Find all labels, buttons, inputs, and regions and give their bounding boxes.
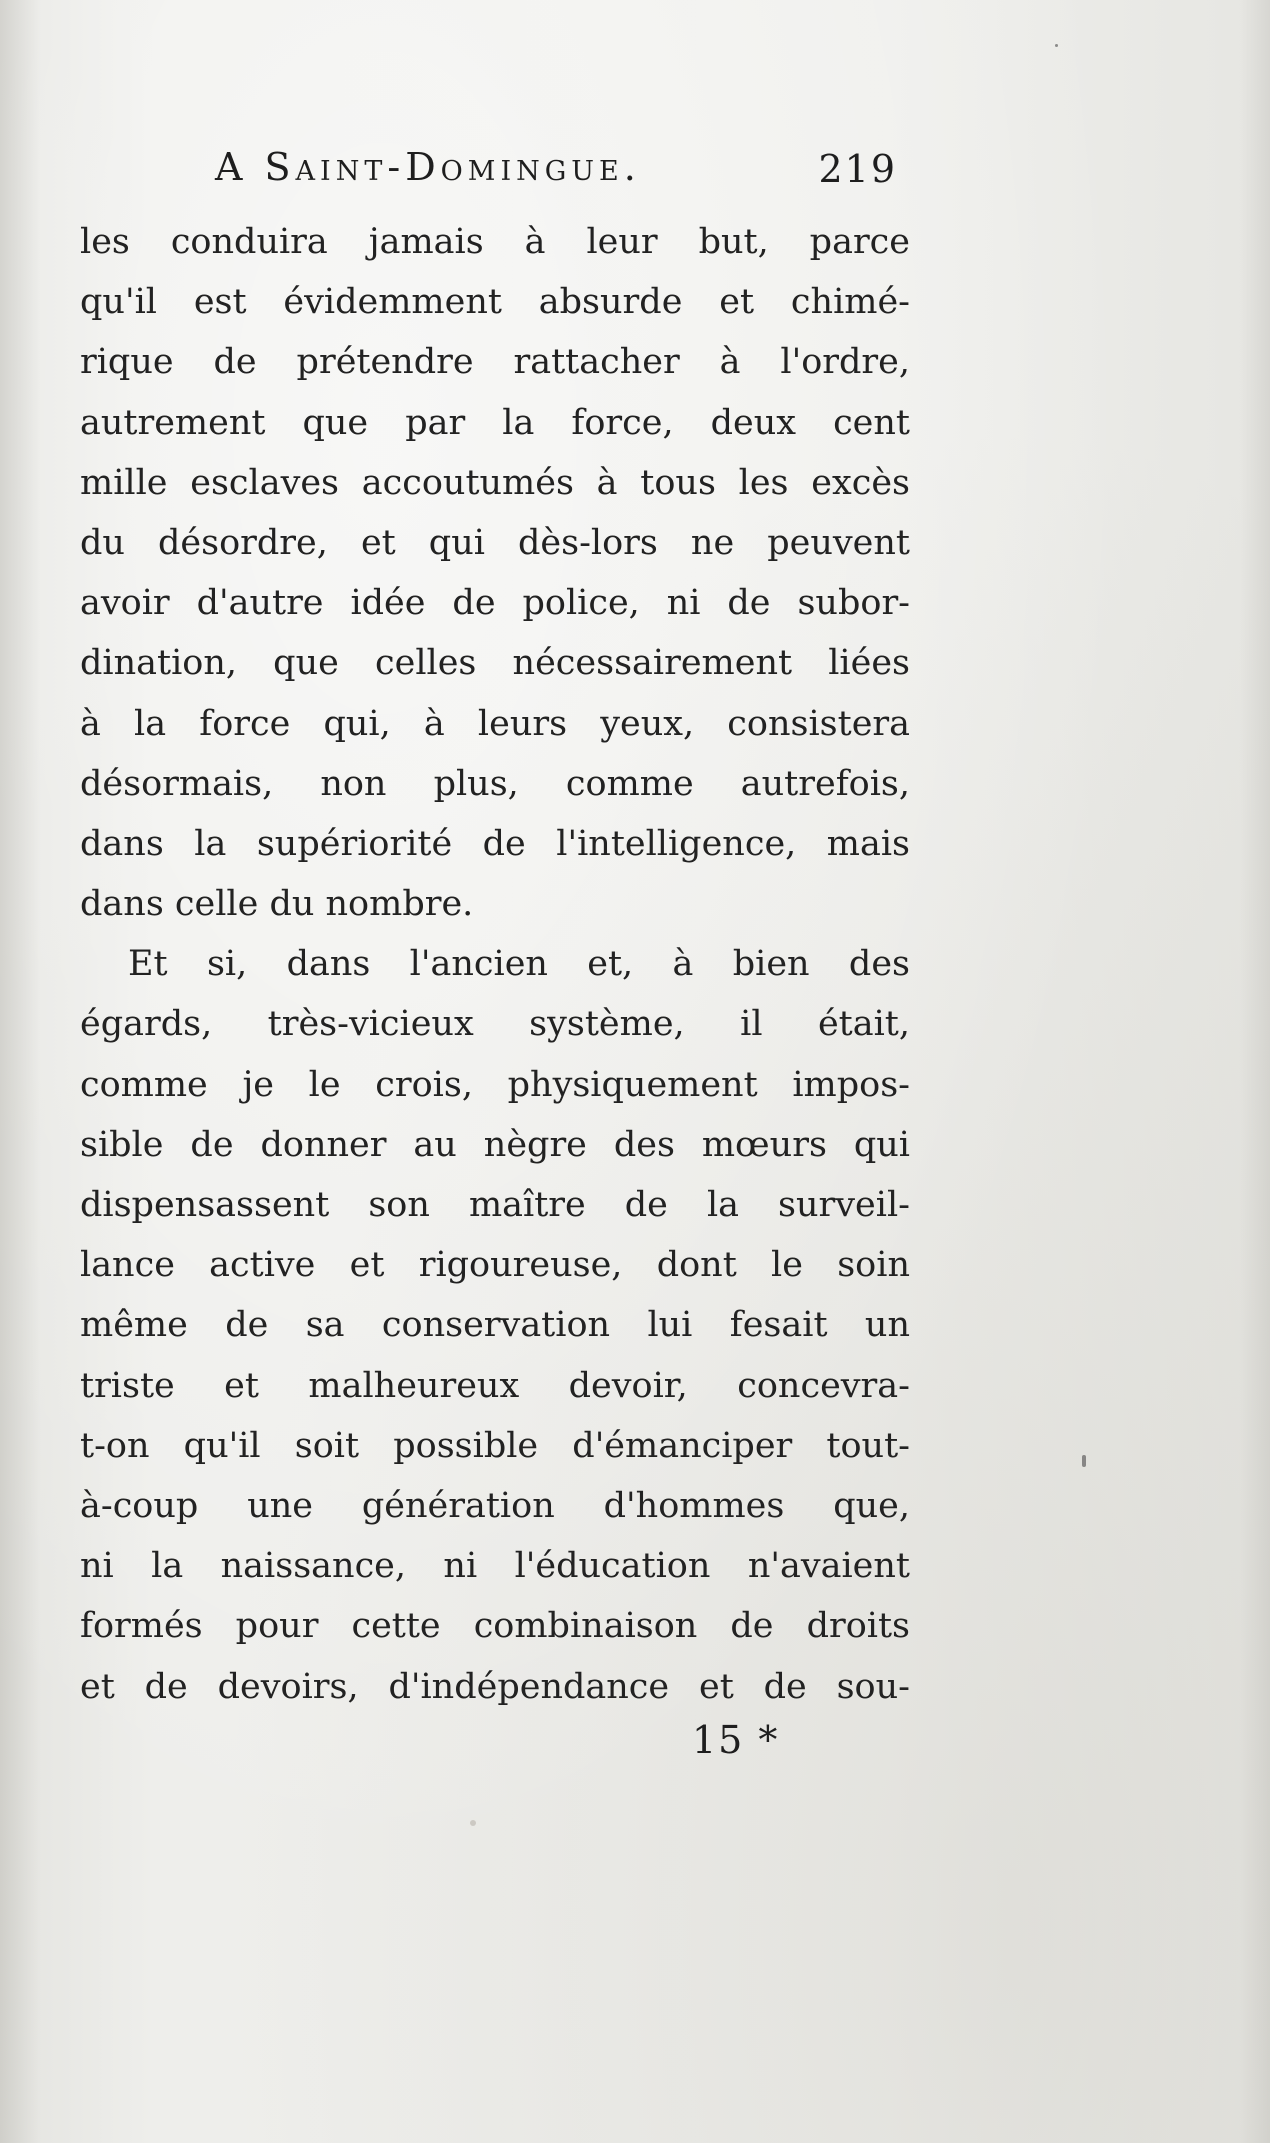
page-header — [80, 145, 915, 205]
text-line: qu'il est évidemment absurde et chimé- — [80, 282, 910, 323]
text-line: lance active et rigoureuse, dont le soin — [80, 1245, 910, 1286]
running-title: A Saint-Domingue. — [215, 145, 641, 189]
page-number: 219 — [818, 147, 897, 191]
text-line: Et si, dans l'ancien et, à bien des — [128, 944, 910, 985]
paper-speck — [470, 1820, 476, 1826]
body-text — [80, 212, 910, 1717]
signature-mark: 15 * — [692, 1718, 780, 1762]
text-line: sible de donner au nègre des mœurs qui — [80, 1124, 910, 1165]
text-line: désormais, non plus, comme autrefois, — [80, 763, 910, 804]
text-line: dination, que celles nécessairement liées — [80, 643, 910, 684]
text-line: dans la supériorité de l'intelligence, mais — [80, 823, 910, 864]
text-line: les conduira jamais à leur but, parce — [80, 222, 910, 262]
text-line: triste et malheureux devoir, concevra- — [80, 1365, 910, 1406]
text-line: formés pour cette combinaison de droits — [80, 1606, 910, 1647]
text-line: dispensassent son maître de la surveil- — [80, 1185, 910, 1225]
text-line: égards, très-vicieux système, il était, — [80, 1004, 910, 1045]
text-line: avoir d'autre idée de police, ni de subor- — [80, 583, 910, 624]
text-line: à-coup une génération d'hommes que, — [80, 1485, 910, 1526]
text-line: t-on qu'il soit possible d'émanciper tout- — [80, 1425, 910, 1466]
paper-speck — [1055, 44, 1058, 47]
text-line: rique de prétendre rattacher à l'ordre, — [80, 342, 910, 383]
text-line: comme je le crois, physiquement impos- — [80, 1064, 910, 1105]
text-line: ni la naissance, ni l'éducation n'avaient — [80, 1546, 910, 1587]
text-line: autrement que par la force, deux cent — [80, 402, 910, 443]
text-line: mille esclaves accoutumés à tous les excès — [80, 462, 910, 503]
text-line: à la force qui, à leurs yeux, consistera — [80, 703, 910, 744]
paper-speck — [1082, 1455, 1086, 1467]
text-line: dans celle du nombre. — [80, 884, 474, 925]
text-line: même de sa conservation lui fesait un — [80, 1305, 910, 1346]
text-line: du désordre, et qui dès-lors ne peuvent — [80, 522, 910, 563]
text-line: et de devoirs, d'indépendance et de sou- — [80, 1666, 910, 1707]
